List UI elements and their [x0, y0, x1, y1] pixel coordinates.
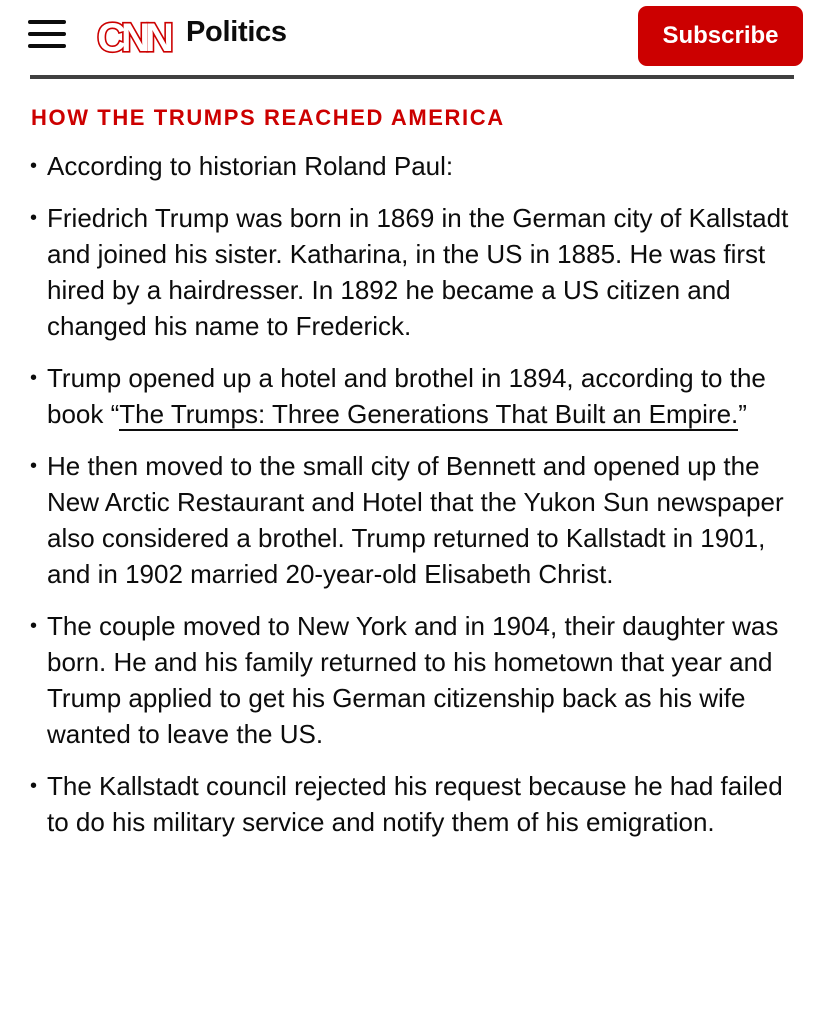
header-divider: [30, 75, 794, 79]
bullet-text: Trump opened up a hotel and brothel in 1894, according to the book “: [47, 363, 766, 429]
bullet-text: The couple moved to New York and in 1904, their daughter was born. He and his family returned to his hometown that year and Trump applied to get his German citizenship back as his wife wanted to leave the US.: [47, 611, 779, 749]
svg-text:CNN: CNN: [97, 16, 169, 58]
bullet-text: He then moved to the small city of Bennett and opened up the New Arctic Restaurant and Hotel that the Yukon Sun newspaper also considered a brothel. Trump returned to Kallstadt in 1901, and in 1902 married 20-year-old Elisabeth Christ.: [47, 451, 784, 589]
bullet-text: Friedrich Trump was born in 1869 in the German city of Kallstadt and joined his sister. Katharina, in the US in 1885. He was first hired by a hairdresser. In 1892 he became a US citizen and changed his name to Frederick.: [47, 203, 789, 341]
bullet-text: ”: [738, 399, 747, 429]
bullet-item: [30, 200, 800, 344]
bullet-item: [30, 360, 800, 432]
book-link[interactable]: The Trumps: Three Generations That Built an Empire.: [119, 399, 739, 429]
bullet-list: [30, 148, 800, 856]
bullet-item: [30, 768, 800, 840]
site-header: [0, 0, 821, 78]
cnn-logo[interactable]: [86, 14, 180, 58]
section-kicker: HOW THE TRUMPS REACHED AMERICA: [31, 105, 505, 130]
bullet-item: [30, 148, 800, 184]
bullet-text: The Kallstadt council rejected his request because he had failed to do his military service and notify them of his emigration.: [47, 771, 783, 837]
bullet-item: [30, 448, 800, 592]
subscribe-button[interactable]: Subscribe: [638, 6, 803, 66]
section-label[interactable]: Politics: [186, 16, 287, 48]
bullet-text: According to historian Roland Paul:: [47, 151, 454, 181]
bullet-item: [30, 608, 800, 752]
hamburger-menu-icon[interactable]: [28, 20, 66, 48]
